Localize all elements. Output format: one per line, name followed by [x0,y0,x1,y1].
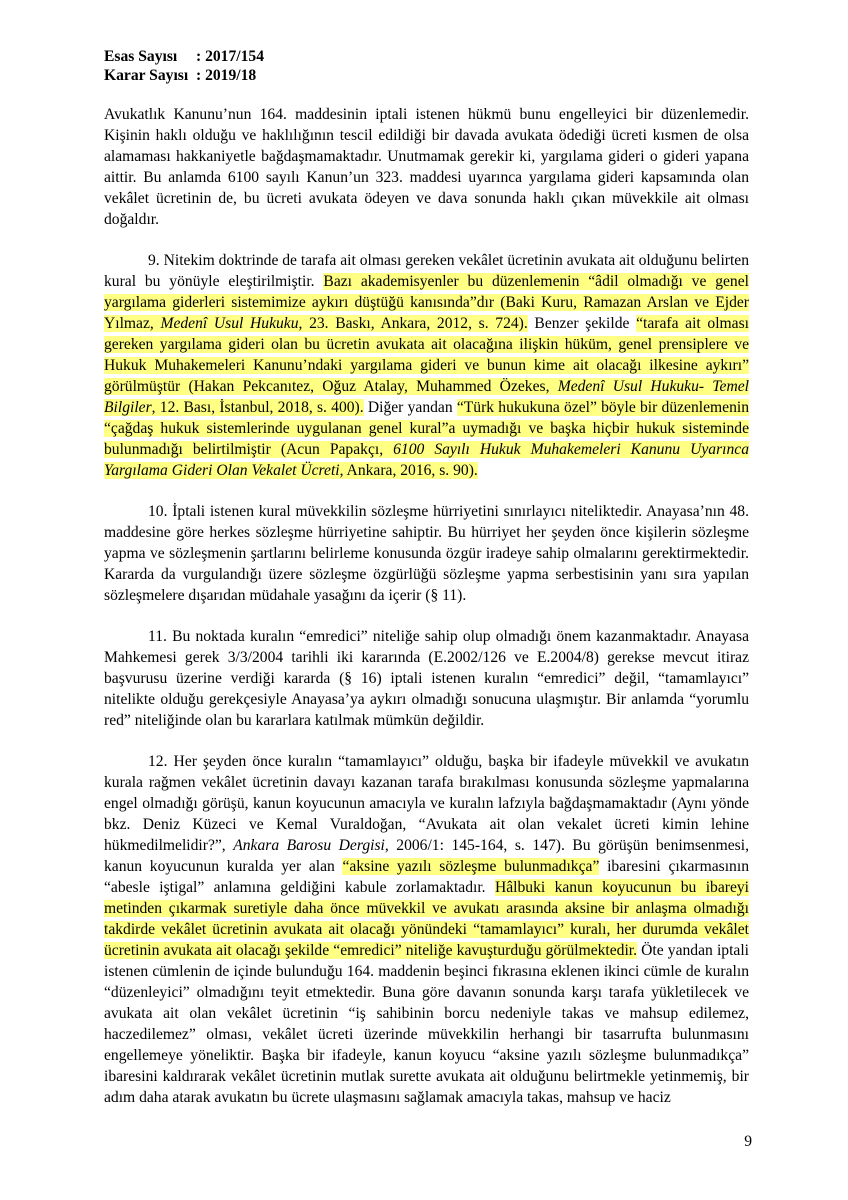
paragraph-10 [104,501,749,606]
decision-number-value: : 2019/18 [196,67,257,84]
p9-highlight-3-title: 6100 Sayılı Hukuk Muhakemeleri Kanunu Uyarınca Yargılama Gideri Olan Vekalet Ücreti [104,441,749,479]
p12-intro-end: , 2006/1: 145-164, s. 147). Bu görüşün benimsenmesi, kanun koyucunun kuralda yer alan [104,837,749,875]
paragraph-11-text: 11. Bu noktada kuralın “emredici” niteliğe sahip olup olmadığı önem kazanmaktadır. Anayasa Mahkemesi gerek 3/3/2004 tarihli iki kararında (E.2002/126 ve E.2004/8) gerekse mevcut itiraz başvurusu üzerine verdiği kararda (§ 16) iptali istenen kuralın “emredici” değil, “tamamlayıcı” nitelikte olduğu gerekçesiyle Anayasa’ya aykırı olmadığı sonucuna ulaşmıştır. Bir anlamda “yorumlu red” niteliğinde olan bu kararlara katılmak mümkün değildir. [104,628,749,729]
paragraph-9 [104,250,749,481]
p9-connector-2: Diğer yandan [363,399,457,416]
p12-highlight-1: “aksine yazılı sözleşme bulunmadıkça” [342,858,600,875]
document-body [104,104,749,1128]
p9-highlight-2-title: Medenî Usul Hukuku- Temel Bilgiler [104,378,749,416]
p9-connector-1: Benzer şekilde [527,315,637,332]
paragraph-12 [104,751,749,1108]
p9-intro: 9. Nitekim doktrinde de tarafa ait olması gereken vekâlet ücretinin avukata ait olduğunu belirten kural bu yönüyle eleştirilmiştir. [104,252,750,290]
case-number-label: Esas Sayısı [104,48,178,65]
p9-highlight-3-end: , Ankara, 2016, s. 90). [339,462,478,479]
p9-highlight-1-title: Medenî Usul Hukuku [160,315,299,332]
page-number: 9 [744,1133,752,1150]
paragraph-10-text: 10. İptali istenen kural müvekkilin sözleşme hürriyetini sınırlayıcı niteliktedir. Anayasa’nın 48. maddesine göre herkes sözleşme hürriyetine sahiptir. Bu hürriyet her şeyden önce kişilerin sözleşme yapma ve sözleşmenin şartlarını belirleme konusunda özgür iradeye sahip olmalarını gerektirmektedir. Kararda da vurgulandığı üzere sözleşme özgürlüğü sözleşme yapma serbestisinin yanı sıra yapılan sözleşmelere dışarıdan müdahale yasağını da içerir (§ 11). [104,503,749,604]
decision-number-row [104,66,264,85]
case-header [104,47,264,85]
case-number-row [104,47,264,66]
p12-journal-title: Ankara Barosu Dergisi [233,837,385,854]
p9-highlight-1-text: Bazı akademisyenler bu düzenlemenin “âdil olmadığı ve genel yargılama giderleri sistemimize aykırı düştüğü kanısında”dır (Baki Kuru, Ramazan Arslan ve Ejder Yılmaz, [104,273,749,332]
case-number-value: : 2017/154 [196,48,265,65]
decision-number-label: Karar Sayısı [104,67,189,84]
p9-highlight-2-end: , 12. Bası, İstanbul, 2018, s. 400). [151,399,364,416]
paragraph-8-continuation [104,104,749,230]
p9-highlight-2-text: “tarafa ait olması gereken yargılama gideri olan bu ücretin avukata ait olacağına ilişkin hüküm, genel prensiplere ve Hukuk Muhakemeleri Kanunu’ndaki yargılama gideri ve bunun kime ait olacağı ilkesine aykırı” görülmüştür (Hakan Pekcanıtez, Oğuz Atalay, Muhammed Özekes, [104,315,749,395]
p9-highlight-1-end: , 23. Baskı, Ankara, 2012, s. 724). [298,315,528,332]
paragraph-11 [104,626,749,731]
p12-intro: 12. Her şeyden önce kuralın “tamamlayıcı” olduğu, başka bir ifadeyle müvekkil ve avukatın kurala rağmen vekâlet ücretinin davayı kazanan tarafa bırakılması konusunda sözleşme yapmalarına engel olmadığı görüşü, kanun koyucunun amacıyla ve kuralın lafzıyla bağdaşmamaktadır (Aynı yönde bkz. Deniz Küzeci ve Kemal Vuraldoğan, “Avukata ait olan vekalet ücreti kimin lehine hükmedilmelidir?”, [104,753,749,854]
paragraph-8-text: Avukatlık Kanunu’nun 164. maddesinin iptali istenen hükmü bunu engelleyici bir düzenlemedir. Kişinin haklı olduğu ve haklılığının tescil edildiği bir davada avukata ödediği ücreti kısmen de olsa alamaması hakkaniyetle bağdaşmamaktadır. Unutmamak gerekir ki, yargılama gideri o gideri yapana aittir. Bu anlamda 6100 sayılı Kanun’un 323. maddesi uyarınca yargılama gideri kapsamında olan vekâlet ücretinin de, bu ücreti avukata ödeyen ve dava sonunda haklı çıkan müvekkile ait olması doğaldır. [104,106,749,228]
p9-highlight-3-text: “Türk hukukuna özel” böyle bir düzenlemenin “çağdaş hukuk sistemlerinde uygulanan genel kural”a uymadığı ve başka hiçbir hukuk sisteminde bulunmadığı belirtilmiştir (Acun Papakçı, [104,399,750,458]
p12-rest: Öte yandan iptali istenen cümlenin de içinde bulunduğu 164. maddenin beşinci fıkrasına eklenen ikinci cümle de kuralın “düzenleyici” olmadığını teyit etmektedir. Buna göre davanın sonunda karşı tarafa yükletilecek ve avukata ait olan vekâlet ücretinin “iş sahibinin borcu nedeniyle takas ve mahsup edilemez, haczedilemez” olması, vekâlet ücreti üzerinde müvekkilin herhangi bir tasarrufta bulunmasını engellemeye yöneliktir. Başka bir ifadeyle, kanun koyucu “aksine yazılı sözleşme bulunmadıkça” ibaresini kaldırarak vekâlet ücretinin mutlak surette avukata ait olduğunu belirtmekle yetinmemiş, bir adım daha atarak avukatın bu ücrete ulaşmasını sağlamak amacıyla takas, mahsup ve haciz [104,942,749,1106]
p12-highlight-2: Hâlbuki kanun koyucunun bu ibareyi metinden çıkarmak suretiyle daha önce müvekkil ve avukatı arasında aksine bir anlaşma olmadığı takdirde vekâlet ücretinin avukata ait olacağı yönündeki “tamamlayıcı” kuralı, her durumda vekâlet ücretinin avukata ait olacağı şekilde “emredici” niteliğe kavuşturduğu görülmektedir. [104,879,750,959]
p12-connector-1: ibaresini çıkarmasının “abesle iştigal” anlamına geldiğini kabule zorlamaktadır. [104,858,749,896]
